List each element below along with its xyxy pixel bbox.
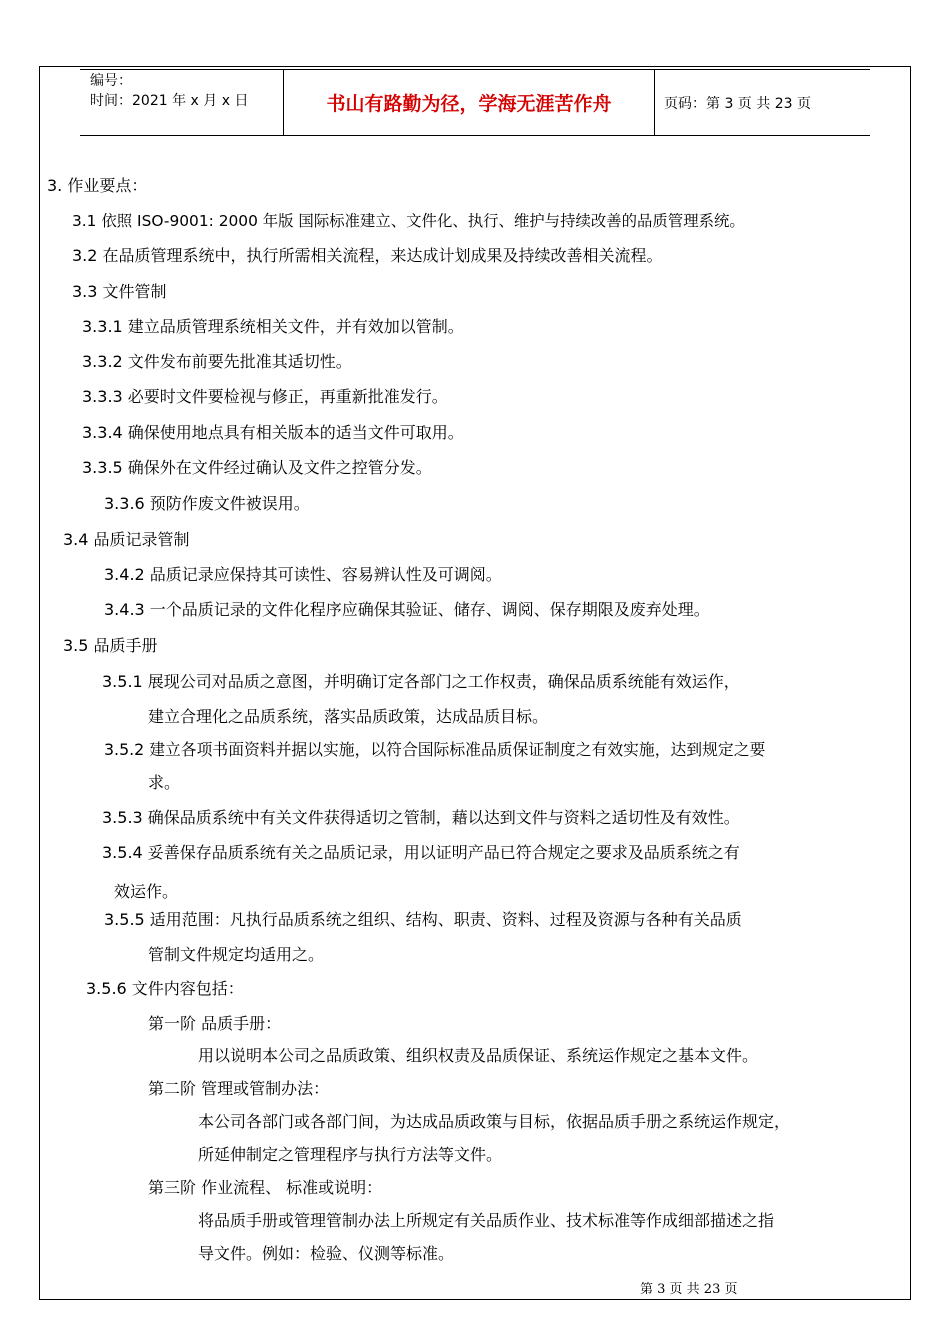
header-divider-right — [654, 69, 655, 135]
header-top-rule — [80, 69, 870, 70]
tier-description: 所延伸制定之管理程序与执行方法等文件。 — [198, 1145, 503, 1164]
paragraph-line: 3.5.3 确保品质系统中有关文件获得适切之管制，藉以达到文件与资料之适切性及有效性。 — [102, 808, 740, 827]
paragraph-line-continued: 管制文件规定均适用之。 — [148, 945, 325, 964]
page-footer: 第 3 页 共 23 页 — [640, 1282, 738, 1297]
paragraph-line: 3.4.2 品质记录应保持其可读性、容易辨认性及可调阅。 — [104, 565, 502, 584]
paragraph-line: 3.3.3 必要时文件要检视与修正，再重新批准发行。 — [82, 387, 448, 406]
paragraph-line: 3.5.6 文件内容包括： — [86, 979, 244, 998]
paragraph-line: 3.3.1 建立品质管理系统相关文件，并有效加以管制。 — [82, 317, 464, 336]
paragraph-line: 3.1 依照 ISO-9001: 2000 年版 国际标准建立、文件化、执行、维护与持续改善的品质管理系统。 — [72, 212, 745, 230]
section-heading: 3. 作业要点： — [47, 176, 148, 195]
header-bottom-rule — [80, 135, 870, 136]
paragraph-line: 3.3.5 确保外在文件经过确认及文件之控管分发。 — [82, 458, 432, 477]
tier-description: 导文件。例如：检验、仪测等标准。 — [198, 1244, 455, 1263]
tier-description: 用以说明本公司之品质政策、组织权责及品质保证、系统运作规定之基本文件。 — [198, 1046, 759, 1065]
paragraph-line: 3.4.3 一个品质记录的文件化程序应确保其验证、储存、调阅、保存期限及废弃处理。 — [104, 600, 710, 619]
paragraph-line: 3.3.6 预防作废文件被误用。 — [104, 494, 310, 513]
subsection-heading: 3.4 品质记录管制 — [63, 530, 190, 549]
tier-heading: 第三阶 作业流程、 标准或说明： — [148, 1178, 383, 1197]
paragraph-line: 3.5.5 适用范围：凡执行品质系统之组织、结构、职责、资料、过程及资源与各种有关品质 — [104, 910, 742, 929]
paragraph-line: 3.5.1 展现公司对品质之意图，并明确订定各部门之工作权责，确保品质系统能有效运作， — [102, 672, 740, 691]
paragraph-line: 3.5.2 建立各项书面资料并据以实施，以符合国际标准品质保证制度之有效实施，达到规定之要 — [104, 740, 766, 759]
tier-description: 本公司各部门或各部门间，为达成品质政策与目标，依据品质手册之系统运作规定， — [198, 1112, 791, 1131]
paragraph-line: 3.3.4 确保使用地点具有相关版本的适当文件可取用。 — [82, 423, 464, 442]
tier-heading: 第二阶 管理或管制办法： — [148, 1079, 330, 1098]
page-code: 页码：第 3 页 共 23 页 — [664, 96, 811, 112]
paragraph-line-continued: 求。 — [148, 773, 181, 792]
tier-description: 将品质手册或管理管制办法上所规定有关品质作业、技术标准等作成细部描述之指 — [198, 1211, 775, 1230]
paragraph-line: 3.2 在品质管理系统中，执行所需相关流程，来达成计划成果及持续改善相关流程。 — [72, 246, 663, 265]
subsection-heading: 3.3 文件管制 — [72, 282, 167, 301]
document-number-label: 编号： — [90, 73, 132, 89]
paragraph-line-continued: 建立合理化之品质系统，落实品质政策，达成品质目标。 — [148, 707, 549, 726]
document-date: 时间：2021 年 x 月 x 日 — [90, 93, 249, 109]
paragraph-line: 3.5.4 妥善保存品质系统有关之品质记录，用以证明产品已符合规定之要求及品质系统之有 — [102, 843, 740, 862]
motto-banner: 书山有路勤为径，学海无涯苦作舟 — [326, 93, 612, 115]
paragraph-line-continued: 效运作。 — [114, 882, 179, 901]
paragraph-line: 3.3.2 文件发布前要先批准其适切性。 — [82, 352, 352, 371]
subsection-heading: 3.5 品质手册 — [63, 636, 158, 655]
tier-heading: 第一阶 品质手册： — [148, 1014, 282, 1033]
